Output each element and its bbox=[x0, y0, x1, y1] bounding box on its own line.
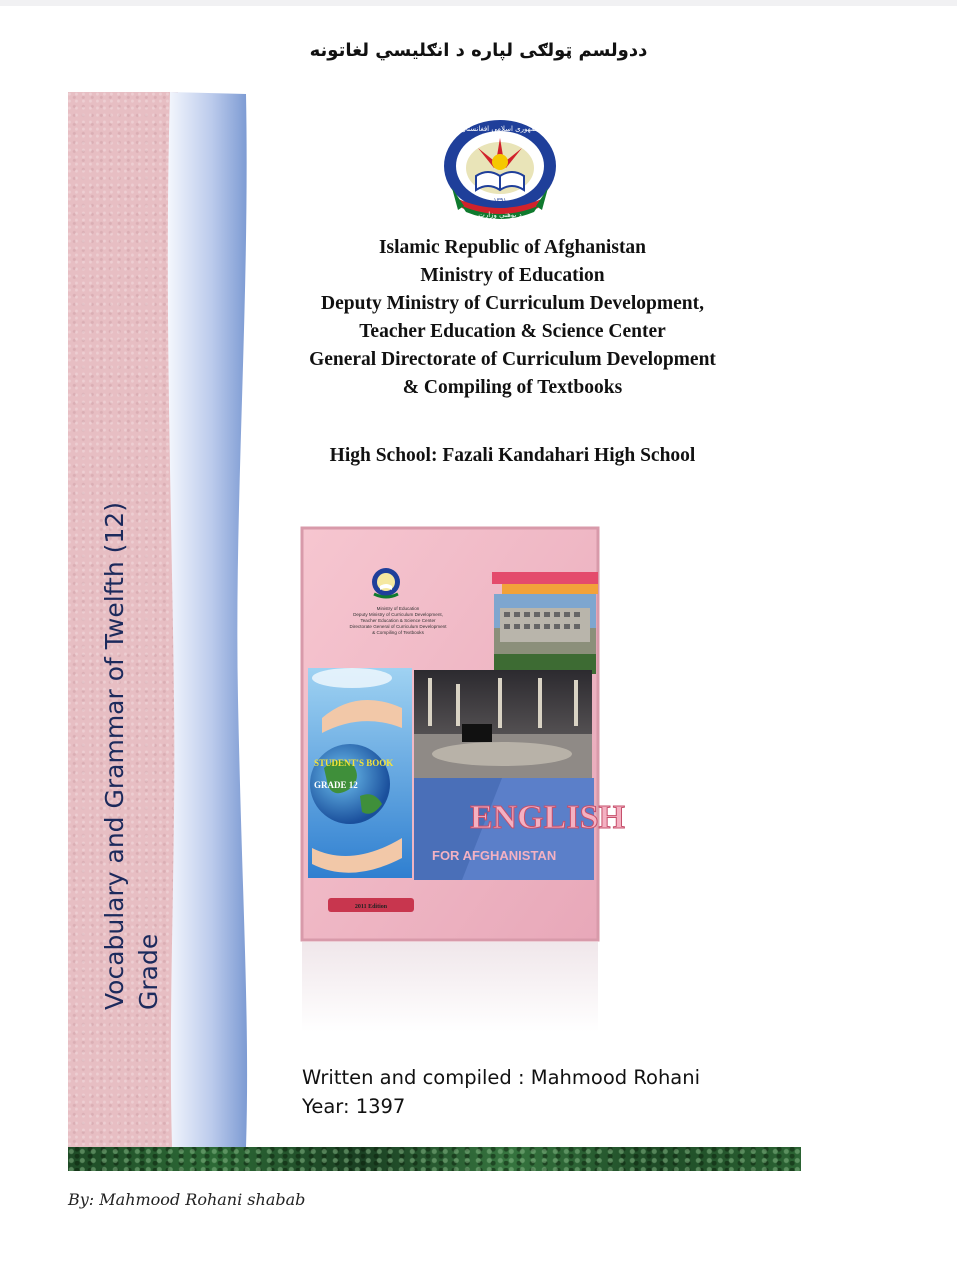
institution-header bbox=[260, 234, 765, 402]
school-name: High School: Fazali Kandahari High School bbox=[329, 445, 696, 466]
side-title-line2: Grade bbox=[134, 933, 163, 1010]
institution-line: & Compiling of Textbooks bbox=[402, 377, 623, 398]
cover-edition: 2011 Edition bbox=[354, 904, 388, 910]
ministry-of-education-emblem-icon bbox=[438, 118, 562, 224]
cover-ministry-line: Teacher Education & Science Center bbox=[360, 618, 436, 623]
institution-line: Teacher Education & Science Center bbox=[359, 321, 666, 342]
cover-ministry-line: Deputy Ministry of Curriculum Development, bbox=[353, 612, 443, 617]
cover-students-book: STUDENT'S BOOK bbox=[314, 758, 394, 768]
cover-ministry-line: & Compiling of Textbooks bbox=[372, 630, 424, 635]
book-reflection bbox=[302, 942, 598, 1032]
institution-line: Deputy Ministry of Curriculum Development, bbox=[321, 293, 704, 314]
green-texture-band bbox=[68, 1147, 801, 1171]
pashto-header: ددولسم ټولګی لپاره د انګلیسي لغاتونه bbox=[309, 40, 648, 61]
emblem-top-text: جمهوری اسلامی افغانستان bbox=[460, 125, 540, 133]
institution-line: Ministry of Education bbox=[420, 265, 605, 286]
year-line: Year: 1397 bbox=[302, 1095, 406, 1118]
emblem-bottom-text: د پوهنې وزارت bbox=[478, 211, 522, 219]
emblem-year-text: ۱۳۹۱ bbox=[493, 197, 507, 204]
cover-ministry-line: Ministry of Education bbox=[376, 606, 420, 611]
footer-byline: By: Mahmood Rohani shabab bbox=[68, 1190, 306, 1209]
institution-line: Islamic Republic of Afghanistan bbox=[378, 237, 647, 258]
cover-grade: GRADE 12 bbox=[314, 780, 358, 790]
cover-title-main: ENGLISH bbox=[470, 799, 625, 836]
cover-ministry-line: Directorate General of Curriculum Development bbox=[349, 624, 447, 629]
textbook-cover-image bbox=[302, 528, 625, 940]
institution-line: General Directorate of Curriculum Development bbox=[309, 349, 716, 370]
cover-title-sub: FOR AFGHANISTAN bbox=[432, 848, 557, 863]
author-line: Written and compiled : Mahmood Rohani bbox=[302, 1066, 701, 1089]
author-block bbox=[302, 1063, 700, 1121]
side-title-line1: Vocabulary and Grammar of Twelfth (12) bbox=[100, 502, 129, 1010]
